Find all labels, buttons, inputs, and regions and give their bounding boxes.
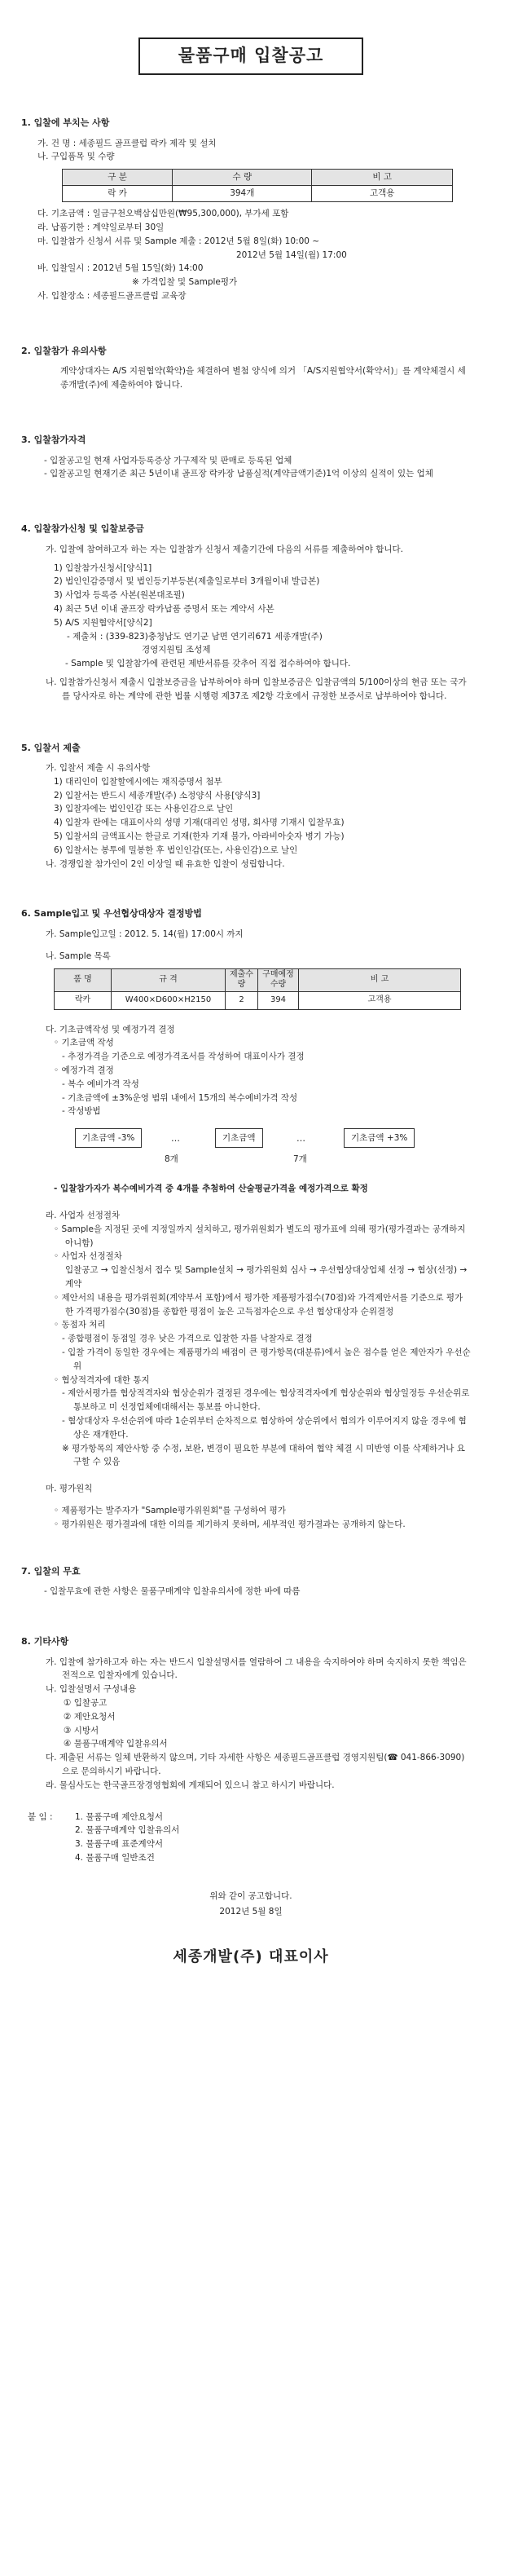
s6-item-ga: 가. Sample입고일 : 2012. 5. 14(월) 17:00시 까지 <box>46 929 244 940</box>
section-2 <box>18 344 484 392</box>
s4-submit-to: - 제출처 : (339-823)충청남도 연기군 남면 연기리671 세종개발(주) <box>67 631 323 642</box>
s6-da-line: ◦ 예정가격 결정 <box>54 1065 114 1076</box>
s1-item-ma: 마. 입찰참가 신청서 서류 및 Sample 제출 : 2012년 5월 8일(화) 10:00 ~ <box>37 236 320 246</box>
s1-item-ga: 가. 건 명 : 세종필드 골프클럽 락카 제작 및 설치 <box>37 138 217 148</box>
s4-doc-item: 4) 최근 5년 이내 골프장 락카납품 증명서 또는 계약서 사본 <box>54 603 274 614</box>
table-row <box>55 991 461 1009</box>
s2-text: 계약상대자는 A/S 지원협약(확약)을 체결하여 별첨 양식에 의거 「A/S지원협약서(확약서)」를 계약체결시 세종개발(주)에 제출하여야 합니다. <box>60 366 466 390</box>
s6-ra-line: ◦ 동점자 처리 <box>54 1320 106 1330</box>
s6-da-line: - 기초금액에 ±3%운영 범위 내에서 15개의 복수예비가격 작성 <box>62 1092 298 1103</box>
issuer-name: 세종개발(주) 대표이사 <box>173 1948 329 1966</box>
table-header-cell: 품 명 <box>55 968 112 991</box>
table-cell: 394개 <box>173 186 312 202</box>
s4-doc-item: 3) 사업자 등록증 사본(원본대조필) <box>54 590 185 601</box>
s6-ra-line: ◦ 사업자 선정절차 <box>54 1251 122 1262</box>
section-3-title: 3. 입찰참가자격 <box>21 434 86 445</box>
table-header-row <box>55 968 461 991</box>
s6-da-line: - 작성방법 <box>62 1106 101 1117</box>
s6-ra-line: ◦ 제안서의 내용을 평가위원회(계약부서 포함)에서 평가한 제품평가점수(70점)와 가격제안서를 기준으로 평가한 가격평가점수(30점)를 종합한 평점이 높은 고득점자순으로 우선 협상대상자 순위결정 <box>54 1292 463 1317</box>
s6-ra-line: - 종합평점이 동점일 경우 낮은 가격으로 입찰한 자를 낙찰자로 결정 <box>62 1334 313 1344</box>
table-header-cell: 수 량 <box>173 170 312 186</box>
section-4-title: 4. 입찰참가신청 및 입찰보증금 <box>21 523 144 535</box>
s6-da-line: - 복수 예비가격 작성 <box>62 1078 139 1089</box>
s8-list-item: ② 제안요청서 <box>64 1711 116 1722</box>
s1-item-ma-cont: 2012년 5월 14일(월) 17:00 <box>236 249 347 260</box>
price-dots: … <box>296 1133 305 1145</box>
s6-ra-line: ◦ Sample을 지정된 곳에 지정일까지 설치하고, 평가위원회가 별도의 평가표에 의해 평가(평가결과는 공개하지 아니함) <box>54 1224 466 1248</box>
attachments-label: 붙 임 : <box>28 1811 53 1822</box>
section-2-title: 2. 입찰참가 유의사항 <box>21 345 107 356</box>
section-7 <box>18 1564 484 1599</box>
table-cell: 394 <box>258 991 299 1009</box>
s6-ma-line: ◦ 제품평가는 발주자가 "Sample평가위원회"를 구성하여 평가 <box>54 1505 286 1515</box>
s6-item-da: 다. 기초금액작성 및 예정가격 결정 <box>46 1024 175 1034</box>
s6-ra-line: - 협상대상자 우선순위에 따라 1순위부터 순차적으로 협상하여 상순위에서 협의가 이루어지지 않을 경우에 협상은 재개한다. <box>62 1415 467 1440</box>
table-header-cell: 제출수량 <box>226 968 258 991</box>
s5-item-ga: 가. 입찰서 제출 시 유의사항 <box>46 763 151 774</box>
s1-item-da: 다. 기초금액 : 일금구천오백삼십만원(₩95,300,000), 부가세 포함 <box>37 209 289 219</box>
items-table <box>62 169 453 202</box>
s4-doc-item: 5) A/S 지원협약서[양식2] <box>54 617 152 628</box>
s1-item-ra: 라. 납품기한 : 계약일로부터 30일 <box>37 222 165 232</box>
table-cell: 고객용 <box>299 991 461 1009</box>
attachment-item: 2. 물품구매계약 입찰유의서 <box>75 1825 180 1836</box>
s6-ra-line: - 입찰 가격이 동일한 경우에는 제품평가의 배점이 큰 평가항목(대분류)에서 높은 점수를 얻은 제안자가 우선순위 <box>62 1348 471 1371</box>
s5-rule: 5) 입찰서의 금액표시는 한글로 기재(한자 기재 불가, 아라비아숫자 병기 가능) <box>54 831 345 842</box>
s5-rule: 4) 입찰자 란에는 대표이사의 성명 기재(대리인 성명, 회사명 기재시 입찰무효) <box>54 818 345 828</box>
section-5-title: 5. 입찰서 제출 <box>21 742 81 753</box>
section-1 <box>18 116 484 303</box>
table-cell: 2 <box>226 991 258 1009</box>
s6-item-ma: 마. 평가원칙 <box>46 1484 93 1494</box>
table-cell: 락카 <box>55 991 112 1009</box>
table-header-row <box>63 170 453 186</box>
section-8-title: 8. 기타사항 <box>21 1635 69 1647</box>
section-4 <box>18 522 484 703</box>
s8-item-na: 나. 입찰설명서 구성내용 <box>46 1684 137 1695</box>
attachment-item: 3. 물품구매 표준계약서 <box>75 1839 163 1850</box>
s1-item-ba: 바. 입찰일시 : 2012년 5월 15일(화) 14:00 <box>37 263 204 274</box>
s8-list-item: ③ 시방서 <box>64 1725 99 1736</box>
attachments <box>28 1811 484 1865</box>
price-count-high: 7개 <box>293 1154 307 1165</box>
price-box-high: 기초금액 +3% <box>344 1128 415 1148</box>
s6-pick-rule: - 입찰참가자가 복수예비가격 중 4개를 추첨하여 산술평균가격을 예정가격으로 확정 <box>54 1184 368 1194</box>
sample-table <box>54 968 461 1010</box>
s7-text: - 입찰무효에 관한 사항은 물품구매계약 입찰유의서에 정한 바에 따름 <box>44 1586 301 1597</box>
price-box-low: 기초금액 -3% <box>75 1128 142 1148</box>
section-3 <box>18 433 484 481</box>
s5-rule: 6) 입찰서는 봉투에 밀봉한 후 법인인감(또는, 사용인감)으로 날인 <box>54 845 298 855</box>
section-1-title: 1. 입찰에 부치는 사항 <box>21 117 110 128</box>
s3-item: - 입찰공고일 현재기준 최근 5년이내 골프장 락카장 납품실적(계약금액기준)1억 이상의 실적이 있는 업체 <box>44 469 433 479</box>
s4-item-ga: 가. 입찰에 참여하고자 하는 자는 입찰참가 신청서 제출기간에 다음의 서류를 제출하여야 합니다. <box>46 544 403 554</box>
s4-submit-to-cont: 경영지원팀 조성제 <box>142 645 211 655</box>
page-title: 물품구매 입찰공고 <box>138 37 363 75</box>
s3-item: - 입찰공고일 현재 사업자등록증상 가구제작 및 판매로 등록된 업체 <box>44 455 292 465</box>
price-box-base: 기초금액 <box>215 1128 263 1148</box>
section-7-title: 7. 입찰의 무효 <box>21 1565 81 1577</box>
s6-ra-line: ※ 평가항목의 제안사항 중 수정, 보완, 변경이 필요한 부분에 대하여 협약 체결 시 미반영 이를 삭제하거나 요구할 수 있음 <box>62 1443 465 1467</box>
s6-da-line: ◦ 기초금액 작성 <box>54 1038 114 1048</box>
s8-list-item: ① 입찰공고 <box>64 1697 108 1708</box>
s8-item-da: 다. 제출된 서류는 일체 반환하지 않으며, 기타 자세한 사항은 세종필드골프클럽 경영지원팀(☎ 041-866-3090)으로 문의하시기 바랍니다. <box>46 1753 465 1776</box>
s1-item-sa: 사. 입찰장소 : 세종필드골프클럽 교육장 <box>37 290 187 301</box>
table-cell: 락 카 <box>63 186 173 202</box>
s6-ra-line: 입찰공고 → 입찰신청서 접수 및 Sample설치 → 평가위원회 심사 → 우선협상대상업체 선정 → 협상(선정) → 계약 <box>65 1265 468 1290</box>
s6-item-na: 나. Sample 목록 <box>46 951 111 961</box>
s5-rule: 1) 대리인이 입찰할에시에는 재직증명서 첨부 <box>54 776 222 787</box>
closing-date: 2012년 5월 8일 <box>219 1906 283 1917</box>
s4-doc-item: 2) 법인인감증명서 및 법인등기부등본(제출일로부터 3개월이내 발급본) <box>54 576 320 587</box>
s6-item-ra: 라. 사업자 선정절차 <box>46 1211 121 1221</box>
price-range-diagram <box>75 1125 458 1171</box>
s1-item-na: 나. 구입품목 및 수량 <box>37 152 115 162</box>
s4-doc-item: 1) 입찰참가신청서[양식1] <box>54 562 152 573</box>
s6-ra-line: ◦ 협상적격자에 대한 통지 <box>54 1374 150 1385</box>
table-header-cell: 비 고 <box>312 170 453 186</box>
s5-item-na: 나. 경쟁입찰 참가인이 2인 이상일 때 유효한 입찰이 성립합니다. <box>46 858 285 869</box>
s4-sample-note: - Sample 및 입찰참가에 관련된 제반서류를 갖추어 직접 접수하여야 합니다. <box>65 659 351 669</box>
section-8 <box>18 1634 484 1793</box>
price-dots: … <box>171 1133 180 1145</box>
s5-rule: 3) 입찰자에는 법인인감 또는 사용인감으로 날인 <box>54 804 234 814</box>
s1-item-ba-note: ※ 가격입찰 및 Sample평가 <box>132 277 238 288</box>
section-5 <box>18 741 484 871</box>
table-row <box>63 186 453 202</box>
s8-item-ga: 가. 입찰에 참가하고자 하는 자는 반드시 입찰설명서를 열람하여 그 내용을 숙지하여야 하며 숙지하지 못한 책임은 전적으로 입찰자에게 있습니다. <box>46 1656 467 1681</box>
s6-ra-line: - 제안서평가를 협상적격자와 협상순위가 결정된 경우에는 협상적격자에게 협상순위와 협상일정등 우선순위로 통보하고 미 선정업체에대해서는 통보를 아니한다. <box>62 1388 470 1413</box>
table-cell: 고객용 <box>312 186 453 202</box>
attachment-item: 1. 물품구매 제안요청서 <box>75 1811 163 1822</box>
s6-da-line: - 추정가격을 기준으로 예정가격조서를 작성하여 대표이사가 결정 <box>62 1052 305 1062</box>
table-cell: W400×D600×H2150 <box>112 991 226 1009</box>
s8-list-item: ④ 물품구매계약 입찰유의서 <box>64 1739 168 1749</box>
section-6 <box>18 906 484 1531</box>
price-count-low: 8개 <box>165 1154 178 1165</box>
closing-statement: 위와 같이 공고합니다. <box>209 1890 292 1901</box>
s6-ma-line: ◦ 평가위원은 평가결과에 대한 이의를 제기하지 못하며, 세부적인 평가결과는 공개하지 않는다. <box>54 1519 406 1529</box>
table-header-cell: 비 고 <box>299 968 461 991</box>
attachment-item: 4. 물품구매 일반조건 <box>75 1852 155 1863</box>
table-header-cell: 구매예정수량 <box>258 968 299 991</box>
s5-rule: 2) 입찰서는 반드시 세종개발(주) 소정양식 사용[양식3] <box>54 790 261 801</box>
s4-item-na: 나. 입찰참가신청서 제출시 입찰보증금을 납부하여야 하며 입찰보증금은 입찰금액의 5/100이상의 현금 또는 국가를 당사자로 하는 계약에 관한 법률 시행령 제37조 제2항 각호에서 규정한 보증서로 납부하여야 합니다. <box>46 677 467 701</box>
table-header-cell: 구 분 <box>63 170 173 186</box>
table-header-cell: 규 격 <box>112 968 226 991</box>
section-6-title: 6. Sample입고 및 우선협상대상자 결정방법 <box>21 908 202 920</box>
s8-item-ra: 라. 물심사도는 한국골프장경영협회에 게재되어 있으니 참고 하시기 바랍니다. <box>46 1780 335 1790</box>
